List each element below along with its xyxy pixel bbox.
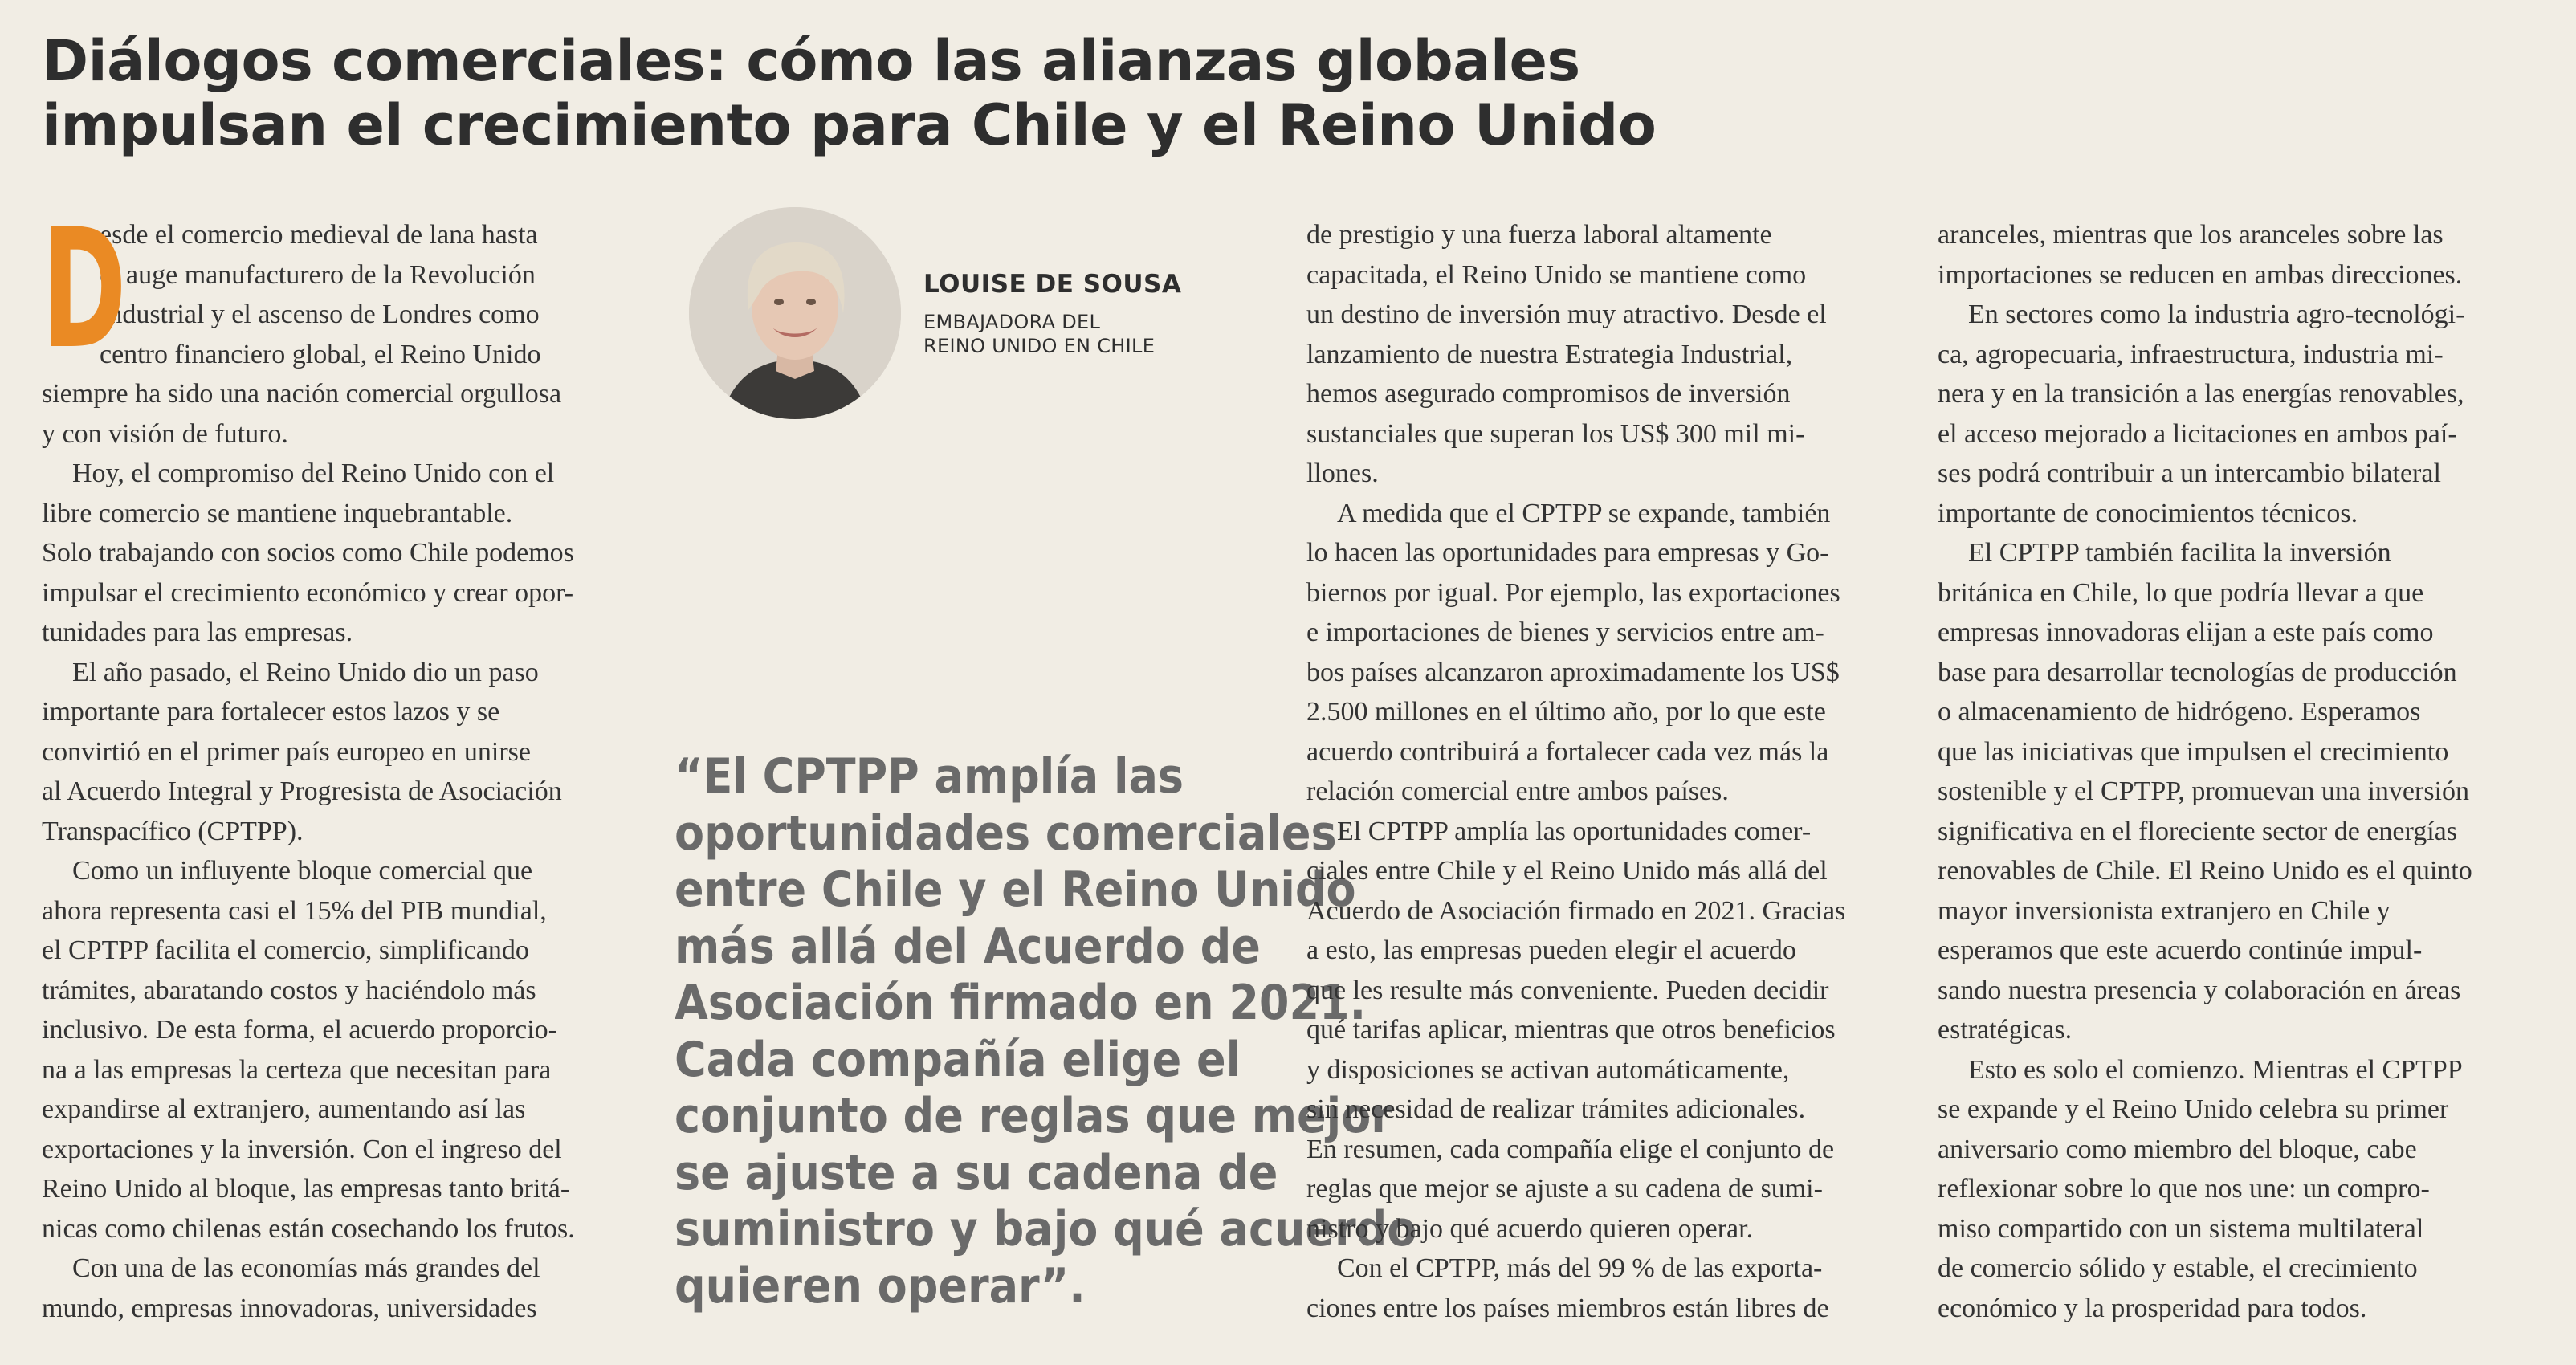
text-line: nera y en la transición a las energías renovables, [1938, 379, 2464, 409]
author-info [923, 268, 1261, 358]
text-line: Industrial y el ascenso de Londres como [100, 299, 540, 329]
text-line: y disposiciones se activan automáticamente, [1306, 1054, 1790, 1085]
pull-quote-line: oportunidades comerciales [675, 805, 1337, 862]
text-line: na a las empresas la certeza que necesitan para [42, 1054, 552, 1085]
text-line: ses podrá contribuir a un intercambio bilateral [1938, 458, 2441, 488]
text-line: importante para fortalecer estos lazos y se [42, 697, 500, 727]
text-line: renovables de Chile. El Reino Unido es el quinto [1938, 856, 2472, 886]
text-line: siempre ha sido una nación comercial orgullosa [42, 379, 562, 409]
text-line: e importaciones de bienes y servicios entre am- [1306, 617, 1824, 647]
text-line: bos países alcanzaron aproximadamente los US$ [1306, 657, 1840, 687]
text-line: Transpacífico (CPTPP). [42, 816, 304, 846]
author-role-line-2: REINO UNIDO EN CHILE [923, 335, 1156, 357]
text-line: qué tarifas aplicar, mientras que otros beneficios [1306, 1015, 1836, 1045]
text-line: Como un influyente bloque comercial que [72, 856, 533, 886]
text-line: al Acuerdo Integral y Progresista de Asociación [42, 776, 562, 806]
text-line: que las iniciativas que impulsen el crecimiento [1938, 736, 2449, 767]
text-line: o almacenamiento de hidrógeno. Esperamos [1938, 697, 2421, 727]
text-line: exportaciones y la inversión. Con el ingreso del [42, 1134, 562, 1164]
text-line: impulsar el crecimiento económico y crear opor- [42, 577, 574, 608]
author-portrait [689, 207, 901, 419]
text-line: significativa en el floreciente sector de energías [1938, 816, 2457, 846]
text-line: importaciones se reducen en ambas direcciones. [1938, 259, 2463, 290]
text-line: llones. [1306, 458, 1379, 488]
text-line: ciales entre Chile y el Reino Unido más allá del [1306, 856, 1828, 886]
pull-quote [675, 748, 1417, 1314]
text-line: hemos asegurado compromisos de inversión [1306, 379, 1791, 409]
article-column-4 [1938, 215, 2564, 1328]
headline-line-2: impulsan el crecimiento para Chile y el Reino Unido [42, 92, 1657, 158]
pull-quote-line: más allá del Acuerdo de [675, 918, 1261, 975]
pull-quote-line: conjunto de reglas que mejor [675, 1088, 1392, 1144]
text-line: un destino de inversión muy atractivo. Desde el [1306, 299, 1827, 329]
text-line: mundo, empresas innovadoras, universidades [42, 1293, 537, 1323]
pull-quote-line: suministro y bajo qué acuerdo [675, 1201, 1417, 1257]
text-line: 2.500 millones en el último año, por lo que este [1306, 697, 1826, 727]
text-line: A medida que el CPTPP se expande, también [1337, 498, 1831, 528]
text-line: británica en Chile, lo que podría llevar a que [1938, 577, 2424, 608]
text-line: En resumen, cada compañía elige el conjunto de [1306, 1134, 1835, 1164]
text-line: nistro y bajo qué acuerdo quieren operar. [1306, 1213, 1754, 1244]
text-line: aniversario como miembro del bloque, cabe [1938, 1134, 2417, 1164]
pull-quote-line: “El CPTPP amplía las [675, 748, 1184, 805]
author-role [923, 310, 1261, 358]
text-line: y con visión de futuro. [42, 418, 288, 449]
article-column-1 [42, 194, 652, 1328]
text-line: ca, agropecuaria, infraestructura, industria mi- [1938, 339, 2444, 369]
text-line: expandirse al extranjero, aumentando así las [42, 1094, 526, 1124]
text-line: centro financiero global, el Reino Unido [100, 339, 541, 369]
text-line: estratégicas. [1938, 1015, 2073, 1045]
text-line: relación comercial entre ambos países. [1306, 776, 1729, 806]
pull-quote-line: quieren operar”. [675, 1257, 1086, 1314]
text-line: esde el comercio medieval de lana hasta [100, 220, 538, 250]
text-line: de comercio sólido y estable, el crecimiento [1938, 1253, 2418, 1283]
text-line: reglas que mejor se ajuste a su cadena de sumi- [1306, 1174, 1823, 1204]
text-line: se expande y el Reino Unido celebra su primer [1938, 1094, 2449, 1124]
text-line: económico y la prosperidad para todos. [1938, 1293, 2367, 1323]
text-line: biernos por igual. Por ejemplo, las exportaciones [1306, 577, 1840, 608]
text-line: Con el CPTPP, más del 99 % de las exporta- [1337, 1253, 1823, 1283]
pull-quote-line: entre Chile y el Reino Unido [675, 862, 1356, 918]
text-line: El CPTPP también facilita la inversión [1968, 538, 2391, 568]
text-line: trámites, abaratando costos y haciéndolo más [42, 975, 536, 1005]
text-line: acuerdo contribuirá a fortalecer cada vez más la [1306, 736, 1829, 767]
text-line: En sectores como la industria agro-tecnológi- [1968, 299, 2465, 329]
text-line: Esto es solo el comienzo. Mientras el CPTPP [1968, 1054, 2463, 1085]
text-line: lo hacen las oportunidades para empresas y Go- [1306, 538, 1829, 568]
text-line: El año pasado, el Reino Unido dio un paso [72, 657, 539, 687]
text-line: libre comercio se mantiene inquebrantable. [42, 498, 513, 528]
text-line: empresas innovadoras elijan a este país como [1938, 617, 2434, 647]
text-line: miso compartido con un sistema multilateral [1938, 1213, 2424, 1244]
text-line: de prestigio y una fuerza laboral altamente [1306, 220, 1772, 250]
article-column-3 [1306, 215, 1917, 1328]
text-line: Solo trabajando con socios como Chile podemos [42, 538, 574, 568]
drop-cap: D [42, 194, 127, 385]
text-line: convirtió en el primer país europeo en unirse [42, 736, 531, 767]
text-line: tunidades para las empresas. [42, 617, 353, 647]
pull-quote-line: Asociación firmado en 2021. [675, 975, 1367, 1031]
text-line: reflexionar sobre lo que nos une: un compro- [1938, 1174, 2430, 1204]
author-role-line-1: EMBAJADORA DEL [923, 311, 1101, 333]
text-line: Hoy, el compromiso del Reino Unido con el [72, 458, 555, 488]
pull-quote-line: se ajuste a su cadena de [675, 1144, 1278, 1201]
text-line: inclusivo. De esta forma, el acuerdo proporcio- [42, 1015, 557, 1045]
text-line: lanzamiento de nuestra Estrategia Industrial, [1306, 339, 1793, 369]
text-line: a esto, las empresas pueden elegir el acuerdo [1306, 935, 1796, 965]
text-line: esperamos que este acuerdo continúe impul- [1938, 935, 2423, 965]
text-line: capacitada, el Reino Unido se mantiene como [1306, 259, 1807, 290]
text-line: importante de conocimientos técnicos. [1938, 498, 2358, 528]
pull-quote-line: Cada compañía elige el [675, 1031, 1241, 1088]
author-name: LOUISE DE SOUSA [923, 270, 1182, 299]
text-line: que les resulte más conveniente. Pueden decidir [1306, 975, 1829, 1005]
text-line: sostenible y el CPTPP, promuevan una inversión [1938, 776, 2470, 806]
text-line: el CPTPP facilita el comercio, simplificando [42, 935, 529, 965]
text-line: El CPTPP amplía las oportunidades comer- [1337, 816, 1812, 846]
text-line: sustanciales que superan los US$ 300 mil mi- [1306, 418, 1805, 449]
text-line: ciones entre los países miembros están libres de [1306, 1293, 1829, 1323]
text-line: mayor inversionista extranjero en Chile y [1938, 895, 2391, 926]
text-line: Reino Unido al bloque, las empresas tanto britá- [42, 1174, 570, 1204]
text-line: ahora representa casi el 15% del PIB mundial, [42, 895, 547, 926]
article-headline [42, 29, 1889, 157]
text-line: Acuerdo de Asociación firmado en 2021. Gracias [1306, 895, 1846, 926]
text-line: aranceles, mientras que los aranceles sobre las [1938, 220, 2444, 250]
text-line: nicas como chilenas están cosechando los frutos. [42, 1213, 575, 1244]
text-line: el auge manufacturero de la Revolución [100, 259, 536, 290]
text-line: Con una de las economías más grandes del [72, 1253, 540, 1283]
text-line: sando nuestra presencia y colaboración en áreas [1938, 975, 2461, 1005]
text-line: base para desarrollar tecnologías de producción [1938, 657, 2457, 687]
text-line: sin necesidad de realizar trámites adicionales. [1306, 1094, 1806, 1124]
headline-line-1: Diálogos comerciales: cómo las alianzas globales [42, 28, 1580, 94]
text-line: el acceso mejorado a licitaciones en ambos paí- [1938, 418, 2457, 449]
